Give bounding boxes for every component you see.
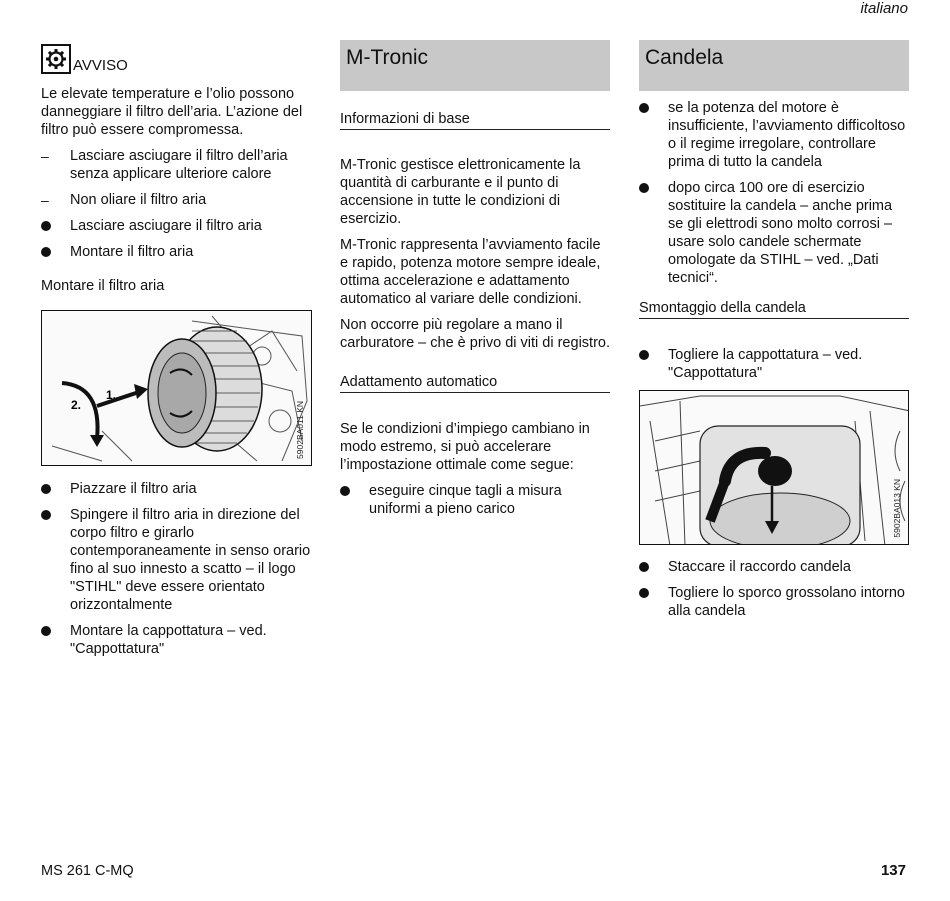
bullet-icon [340, 482, 360, 501]
notice-heading [41, 40, 311, 74]
list-item-text: Lasciare asciugare il filtro aria [70, 218, 262, 234]
list-item-text: Lasciare asciugare il filtro dell’aria senza applicare ulteriore calore [70, 148, 288, 182]
air-filter-figure [41, 310, 312, 466]
bullet-icon [41, 506, 61, 525]
list-item-text: Piazzare il filtro aria [70, 481, 197, 497]
list-item-text: Montare la cappottatura – ved. "Cappottatura" [70, 623, 267, 657]
subheading-smontaggio: Smontaggio della candela [639, 299, 909, 319]
spark-plug-figure [639, 390, 909, 545]
list-item-text: Togliere lo sporco grossolano intorno alla candela [668, 585, 905, 619]
section-title-candela: Candela [639, 40, 909, 91]
column-right [639, 40, 909, 628]
dash-marker: – [41, 192, 49, 208]
list-item-text: se la potenza del motore è insufficiente, l’avviamento difficoltoso o il regime irregolare, controllare prima di tutto la candela [668, 100, 906, 170]
subheading-montare: Montare il filtro aria [41, 278, 165, 294]
figure-code: 5902BA013 KN [892, 479, 902, 538]
bullet-icon [639, 346, 659, 365]
bullet-icon [639, 584, 659, 603]
figure-label-1: 1. [106, 388, 117, 402]
paragraph: M-Tronic gestisce elettronicamente la quantità di carburante e il punto di accensione in tutte le condizioni di esercizio. [340, 157, 581, 227]
notice-list [41, 147, 311, 261]
language-label: italiano [860, 0, 908, 17]
bullet-icon [41, 243, 61, 262]
paragraph: M-Tronic rappresenta l’avviamento facile e rapido, potenza motore sempre ideale, ottima accelerazione e adattamento automatico al variare delle condizioni. [340, 237, 601, 307]
list-item [41, 480, 311, 498]
column-left [41, 40, 311, 666]
list-item [639, 558, 909, 576]
smontaggio-list [639, 346, 909, 382]
list-item-text: eseguire cinque tagli a misura uniformi a pieno carico [369, 483, 562, 517]
list-item [639, 584, 909, 620]
page-number: 137 [880, 862, 906, 879]
section-title-mtronic: M-Tronic [340, 40, 610, 91]
list-item [41, 217, 311, 235]
column-middle [340, 40, 610, 526]
list-item-text: Non oliare il filtro aria [70, 192, 207, 208]
list-item-text: Staccare il raccordo candela [668, 559, 851, 575]
list-item [639, 99, 909, 171]
bullet-icon [41, 480, 61, 499]
list-item [41, 506, 311, 614]
candela-list [639, 99, 909, 287]
list-item [41, 243, 311, 261]
bullet-icon [639, 99, 659, 118]
list-item-text: Spingere il filtro aria in direzione del corpo filtro e girarlo contemporaneamente in senso orario fino al suo innesto a scatto – il logo "STIHL" deve essere orientato orizzontalmente [70, 507, 311, 613]
bullet-icon [41, 217, 61, 236]
subheading-adattamento: Adattamento automatico [340, 373, 610, 393]
list-item [639, 346, 909, 382]
notice-text: Le elevate temperature e l’olio possono danneggiare il filtro dell’aria. L’azione del filtro può essere compromessa. [41, 86, 303, 138]
gear-icon [41, 44, 71, 74]
notice-label: AVVISO [73, 57, 128, 74]
paragraph: Non occorre più regolare a mano il carburatore – che è privo di viti di registro. [340, 317, 610, 351]
list-item [340, 482, 610, 518]
list-item [41, 191, 311, 209]
footer-model: MS 261 C-MQ [41, 863, 134, 879]
paragraph: Se le condizioni d’impiego cambiano in modo estremo, si può accelerare l’impostazione ottimale come segue: [340, 421, 590, 473]
list-item [41, 622, 311, 658]
list-item [41, 147, 311, 183]
bullet-icon [41, 622, 61, 641]
adattamento-list [340, 482, 610, 518]
figure-code: 5902BA011 KN [295, 401, 305, 459]
list-item-text: Togliere la cappottatura – ved. "Cappottatura" [668, 347, 863, 381]
list-item-text: dopo circa 100 ore di esercizio sostituire la candela – anche prima se gli elettrodi sono molto corrosi – usare solo candele schermate omologate da STIHL – ved. „Dati tecnici“. [668, 180, 893, 286]
list-item [639, 179, 909, 287]
subheading-informazioni: Informazioni di base [340, 110, 610, 130]
candela-steps-list [639, 558, 909, 620]
figure-label-2: 2. [71, 398, 82, 412]
list-item-text: Montare il filtro aria [70, 244, 194, 260]
dash-marker: – [41, 148, 49, 164]
procedure-list [41, 480, 311, 658]
bullet-icon [639, 558, 659, 577]
bullet-icon [639, 179, 659, 198]
